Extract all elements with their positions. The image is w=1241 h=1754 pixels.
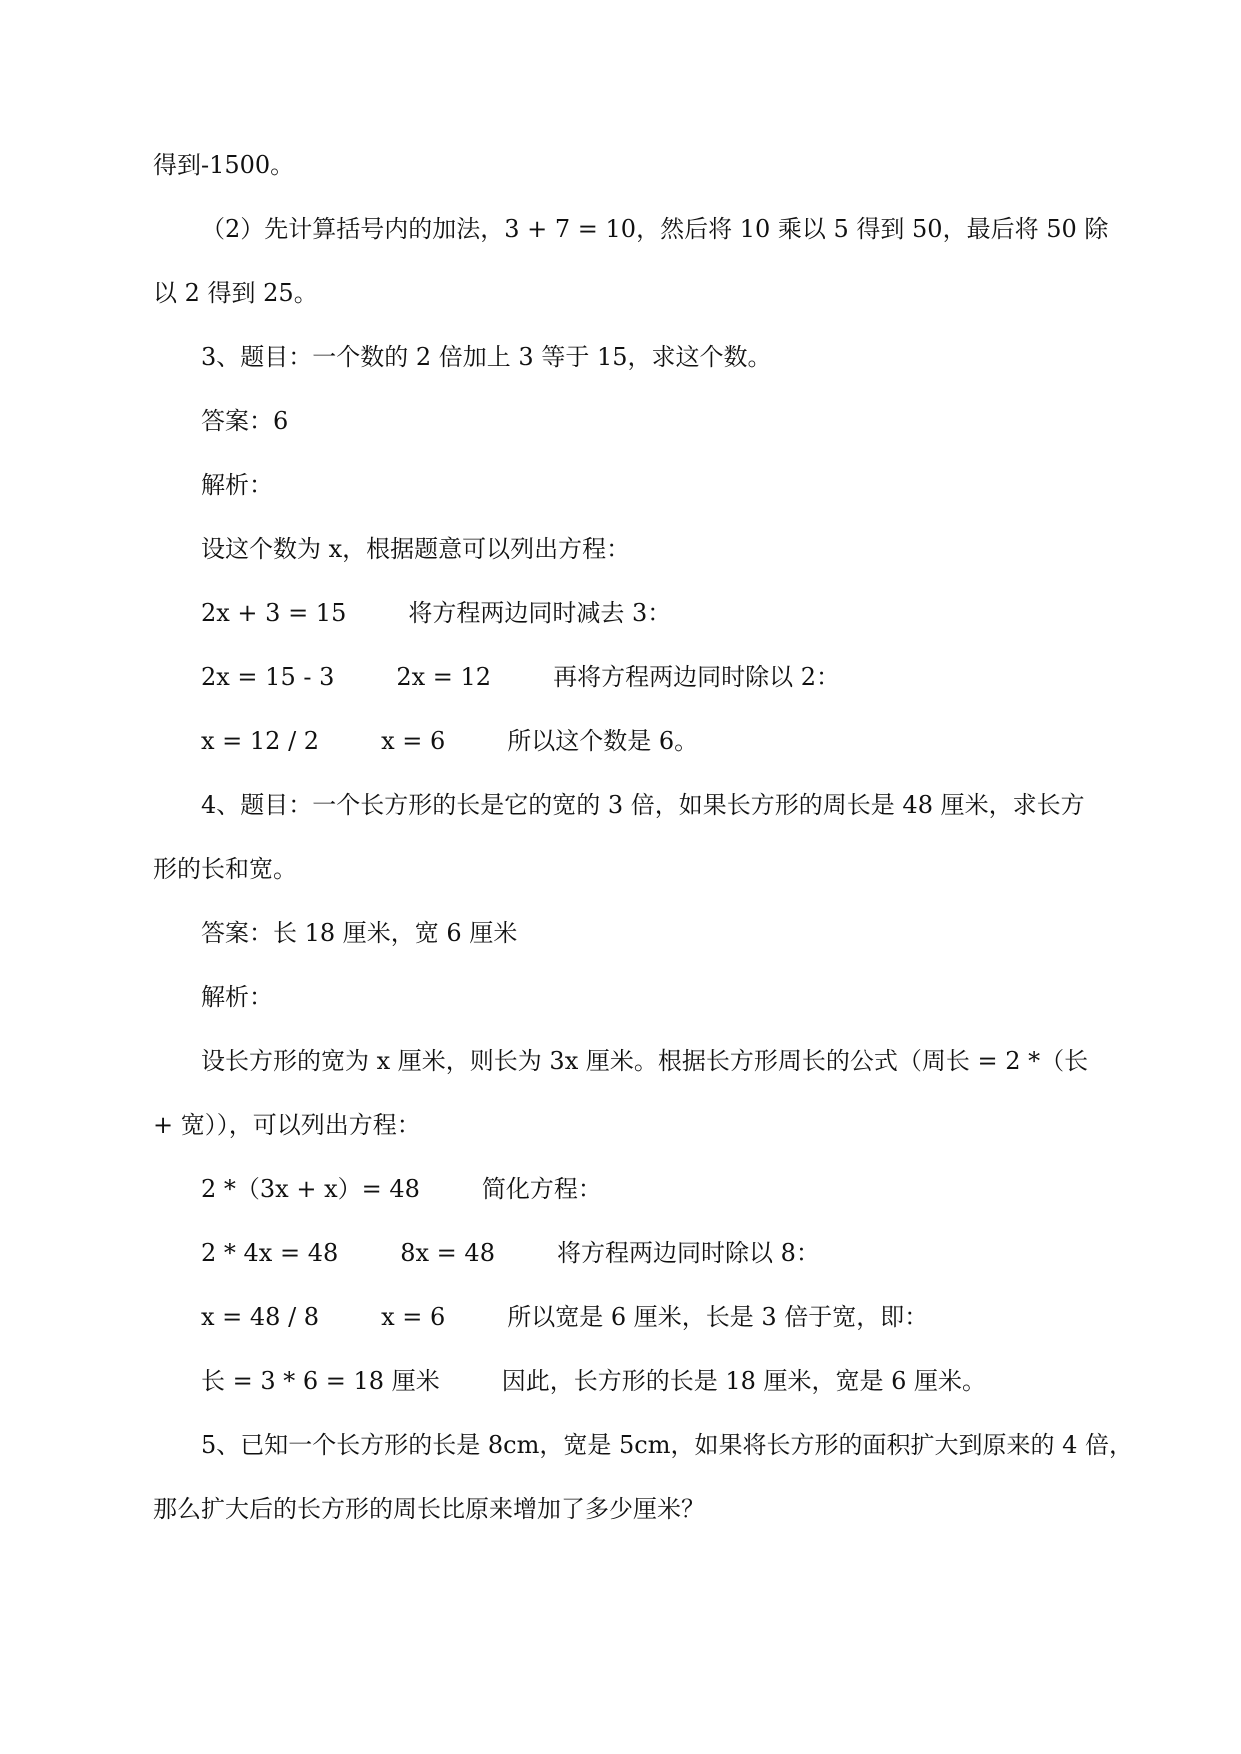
equation-note: 所以宽是 6 厘米，长是 3 倍于宽，即： (507, 1303, 929, 1331)
answer-3: 答案：6 (201, 407, 289, 435)
text-line-step-2: （2）先计算括号内的加法，3 + 7 = 10，然后将 10 乘以 5 得到 50，最后将 50 除 (201, 215, 1109, 243)
answer-4: 答案：长 18 厘米，宽 6 厘米 (201, 919, 518, 947)
equation: x = 48 / 8 (201, 1303, 320, 1331)
question-5-cont: 那么扩大后的长方形的周长比原来增加了多少厘米？ (153, 1495, 705, 1523)
equation-line (201, 662, 840, 692)
analysis-3-setup: 设这个数为 x，根据题意可以列出方程： (201, 535, 631, 563)
equation: x = 12 / 2 (201, 727, 320, 755)
equation: 8x = 48 (400, 1239, 495, 1267)
equation-note: 将方程两边同时除以 8： (556, 1239, 820, 1267)
equation-note: 简化方程： (481, 1175, 602, 1203)
equation-line (201, 726, 698, 756)
equation-line (201, 1302, 928, 1332)
equation-line (201, 1174, 602, 1204)
equation: 长 = 3 * 6 = 18 厘米 (201, 1367, 440, 1395)
equation-note: 再将方程两边同时除以 2： (553, 663, 840, 691)
question-4: 4、题目：一个长方形的长是它的宽的 3 倍，如果长方形的周长是 48 厘米，求长方 (201, 791, 1085, 819)
equation: 2x + 3 = 15 (201, 599, 347, 627)
equation-note: 所以这个数是 6。 (507, 727, 699, 755)
question-3: 3、题目：一个数的 2 倍加上 3 等于 15，求这个数。 (201, 343, 772, 371)
analysis-3-label: 解析： (201, 471, 273, 499)
question-4-cont: 形的长和宽。 (153, 855, 297, 883)
text-line-step-2-cont: 以 2 得到 25。 (153, 279, 318, 307)
equation: x = 6 (381, 1303, 446, 1331)
equation-line (201, 1366, 986, 1396)
equation: 2 * 4x = 48 (201, 1239, 339, 1267)
equation: 2x = 12 (396, 663, 492, 691)
analysis-4-label: 解析： (201, 983, 273, 1011)
equation: 2x = 15 - 3 (201, 663, 335, 691)
equation: 2 *（3x + x）= 48 (201, 1175, 420, 1203)
question-5: 5、已知一个长方形的长是 8cm，宽是 5cm，如果将长方形的面积扩大到原来的 4 倍， (201, 1431, 1133, 1459)
equation-line (201, 1238, 820, 1268)
text-line-continuation: 得到-1500。 (153, 151, 295, 179)
equation-note: 因此，长方形的长是 18 厘米，宽是 6 厘米。 (501, 1367, 987, 1395)
equation: x = 6 (381, 727, 446, 755)
analysis-4-setup: 设长方形的宽为 x 厘米，则长为 3x 厘米。根据长方形周长的公式（周长 = 2 *（长 (201, 1047, 1089, 1075)
equation-note: 将方程两边同时减去 3： (408, 599, 672, 627)
equation-line (201, 598, 671, 628)
analysis-4-setup-cont: + 宽）），可以列出方程： (153, 1111, 421, 1139)
